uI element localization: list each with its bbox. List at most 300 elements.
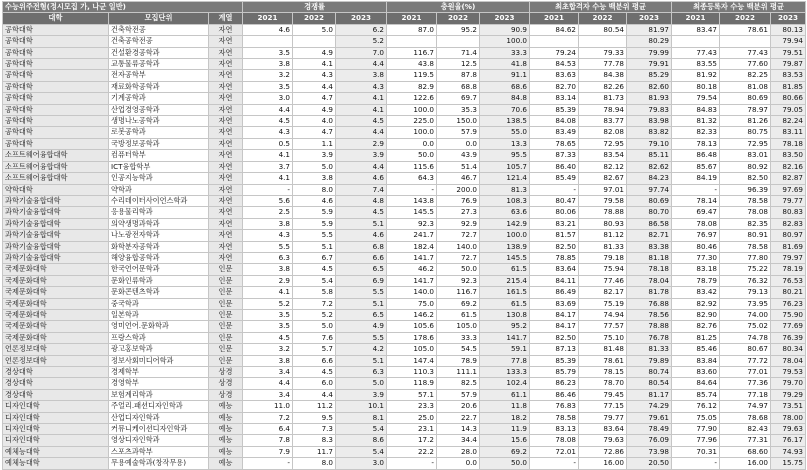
track-cell: 자연 [209,230,243,241]
competition-2021 [243,36,293,47]
initial-pct-2021: 84.53 [530,59,579,70]
competition-2023: 4.4 [336,127,387,138]
competition-2022: 4.5 [293,367,336,378]
unit-cell: 국방정보공학과 [109,138,209,149]
fill-rate-2023: 100.0 [480,36,530,47]
initial-pct-2023: 82.71 [627,230,672,241]
fill-rate-2021: 115.6 [387,161,437,172]
initial-pct-2023: 81.17 [627,389,672,400]
fill-rate-2021: 100.0 [387,104,437,115]
unit-cell: 의약생명과학과 [109,218,209,229]
initial-pct-2023: 79.91 [627,59,672,70]
final-pct-2021: - [672,458,720,469]
table-row [3,264,806,275]
track-cell: 예능 [209,458,243,469]
competition-2021: 5.2 [243,298,293,309]
fill-rate-2023: 161.5 [480,287,530,298]
university-cell: 공학대학 [3,104,109,115]
initial-pct-2021: 78.85 [530,252,579,263]
initial-pct-2021: - [530,458,579,469]
initial-pct-2023: 83.38 [627,241,672,252]
final-pct-2023: 80.66 [771,93,806,104]
final-pct-2023: 79.70 [771,378,806,389]
initial-pct-2021: 86.40 [530,161,579,172]
final-pct-2023: 76.23 [771,298,806,309]
table-row [3,59,806,70]
initial-pct-2021: 83.63 [530,70,579,81]
initial-pct-2023: 79.89 [627,355,672,366]
table-row [3,401,806,412]
fill-rate-2023: 95.2 [480,321,530,332]
university-cell: 디자인대학 [3,435,109,446]
competition-2022: 5.0 [293,161,336,172]
initial-pct-2023: 83.98 [627,116,672,127]
initial-pct-2022: 78.70 [579,378,627,389]
competition-2021: 4.4 [243,104,293,115]
track-cell: 예능 [209,401,243,412]
competition-2023: 5.5 [336,287,387,298]
competition-2023: 4.3 [336,81,387,92]
table-row [3,173,806,184]
final-pct-2022: 77.80 [720,252,771,263]
competition-2021: 7.8 [243,435,293,446]
final-pct-2021: 83.18 [672,264,720,275]
competition-2021: 3.5 [243,309,293,320]
final-pct-2022: 78.61 [720,24,771,35]
university-cell: 약학대학 [3,184,109,195]
col-year: 2021 [387,13,437,24]
initial-pct-2023: 81.93 [627,93,672,104]
final-pct-2022: 16.00 [720,458,771,469]
initial-pct-2023: 85.29 [627,70,672,81]
final-pct-2021: 84.64 [672,378,720,389]
competition-2023: 10.1 [336,401,387,412]
competition-2023: 5.4 [336,446,387,457]
track-cell: 인문 [209,264,243,275]
unit-cell: ICT융합학부 [109,161,209,172]
fill-rate-2023: 84.8 [480,93,530,104]
final-pct-2023: 78.18 [771,138,806,149]
initial-pct-2021: 87.33 [530,150,579,161]
final-pct-2022: 78.58 [720,241,771,252]
track-cell: 자연 [209,127,243,138]
initial-pct-2022: 81.33 [579,241,627,252]
table-row [3,184,806,195]
final-pct-2022: 73.95 [720,298,771,309]
track-cell: 자연 [209,207,243,218]
final-pct-2021: 84.83 [672,104,720,115]
university-cell: 언론정보대학 [3,344,109,355]
col-year: 2022 [293,13,336,24]
fill-rate-2022: 12.5 [437,59,480,70]
final-pct-2022: 74.00 [720,309,771,320]
table-row [3,389,806,400]
fill-rate-2022: 61.5 [437,309,480,320]
competition-2022: 3.9 [293,150,336,161]
table-row [3,298,806,309]
university-cell: 과학기술융합대학 [3,230,109,241]
fill-rate-2023: 11.9 [480,424,530,435]
fill-rate-2023: 90.9 [480,24,530,35]
initial-pct-2022: 78.88 [579,207,627,218]
initial-pct-2023: 74.29 [627,401,672,412]
initial-pct-2023: 83.82 [627,127,672,138]
final-pct-2023: 81.69 [771,241,806,252]
unit-cell: 기계공학과 [109,93,209,104]
university-cell: 국제문화대학 [3,264,109,275]
fill-rate-2023: 142.9 [480,218,530,229]
fill-rate-2023: 69.2 [480,446,530,457]
fill-rate-2022: 33.3 [437,332,480,343]
final-pct-2021: 80.46 [672,241,720,252]
initial-pct-2021: 85.39 [530,355,579,366]
unit-cell: 영상디자인학과 [109,435,209,446]
initial-pct-2021: 78.58 [530,412,579,423]
competition-2022: 4.4 [293,389,336,400]
col-year: 2022 [720,13,771,24]
initial-pct-2021: 83.21 [530,218,579,229]
final-pct-2023: 97.69 [771,184,806,195]
final-pct-2021: 69.47 [672,207,720,218]
final-pct-2021: 78.13 [672,138,720,149]
competition-2022: 11.2 [293,401,336,412]
final-pct-2023: 83.11 [771,127,806,138]
competition-2021: 4.3 [243,230,293,241]
unit-cell: 건축학전공 [109,24,209,35]
final-pct-2021: 82.76 [672,321,720,332]
final-pct-2023: 83.50 [771,150,806,161]
final-pct-2021: 80.18 [672,81,720,92]
unit-cell: 응용물리학과 [109,207,209,218]
competition-2023: 5.1 [336,355,387,366]
fill-rate-2022: 105.0 [437,321,480,332]
fill-rate-2023: 41.8 [480,59,530,70]
col-year: 2023 [627,13,672,24]
initial-pct-2021: 84.62 [530,24,579,35]
initial-pct-2021: 80.47 [530,195,579,206]
competition-2022: 4.6 [293,195,336,206]
final-pct-2021: 77.30 [672,252,720,263]
fill-rate-2021: 141.7 [387,275,437,286]
fill-rate-2022: 95.2 [437,24,480,35]
competition-2023: 4.4 [336,59,387,70]
competition-2021: 3.5 [243,321,293,332]
competition-2022: 7.3 [293,424,336,435]
competition-2021: - [243,184,293,195]
initial-pct-2023: 80.74 [627,367,672,378]
initial-pct-2023: 78.56 [627,309,672,320]
competition-2022: 5.9 [293,207,336,218]
table-row [3,287,806,298]
fill-rate-2022: 0.0 [437,458,480,469]
table-row [3,446,806,457]
fill-rate-2022: 51.4 [437,161,480,172]
competition-2021: 4.5 [243,116,293,127]
initial-pct-2021: 82.70 [530,81,579,92]
competition-2022: 6.7 [293,252,336,263]
university-cell: 국제문화대학 [3,332,109,343]
final-pct-2023: 79.97 [771,252,806,263]
competition-2021: 3.8 [243,264,293,275]
university-cell: 공학대학 [3,93,109,104]
initial-pct-2021: 85.79 [530,367,579,378]
competition-2021: 3.7 [243,161,293,172]
final-pct-2023: 73.51 [771,401,806,412]
fill-rate-2023: 77.8 [480,355,530,366]
final-pct-2023: 75.90 [771,309,806,320]
competition-2021: 3.4 [243,389,293,400]
initial-pct-2021: 85.49 [530,173,579,184]
fill-rate-2023: 121.4 [480,173,530,184]
final-pct-2022: 81.26 [720,116,771,127]
competition-2021: 4.4 [243,378,293,389]
table-row [3,93,806,104]
fill-rate-2022: 72.7 [437,252,480,263]
unit-cell: 나노광전자학과 [109,230,209,241]
fill-rate-2023: 13.3 [480,138,530,149]
fill-rate-2021: 147.4 [387,355,437,366]
fill-rate-2021: 46.2 [387,264,437,275]
initial-pct-2023: 79.99 [627,47,672,58]
final-pct-2022: 82.43 [720,424,771,435]
initial-pct-2022: 82.17 [579,287,627,298]
table-row [3,344,806,355]
competition-2022: 4.0 [293,116,336,127]
unit-cell: 한국언어문학과 [109,264,209,275]
track-cell: 예능 [209,412,243,423]
fill-rate-2022: 140.0 [437,241,480,252]
track-cell: 자연 [209,218,243,229]
final-pct-2022: 80.91 [720,230,771,241]
col-year: 2021 [530,13,579,24]
final-pct-2022: 77.43 [720,47,771,58]
table-header-columns [3,13,806,24]
table-row [3,309,806,320]
fill-rate-2023: 61.1 [480,389,530,400]
competition-2022: 5.8 [293,287,336,298]
col-year: 2021 [672,13,720,24]
final-pct-2021: 77.90 [672,424,720,435]
initial-pct-2023: 84.23 [627,173,672,184]
fill-rate-2022: 71.4 [437,47,480,58]
track-cell: 인문 [209,309,243,320]
final-pct-2023: 79.29 [771,389,806,400]
final-pct-2021: 77.96 [672,435,720,446]
table-row [3,161,806,172]
university-cell: 경상대학 [3,367,109,378]
col-year: 2023 [336,13,387,24]
table-row [3,218,806,229]
track-cell: 예능 [209,446,243,457]
final-pct-2021: 75.05 [672,412,720,423]
final-pct-2023: 78.04 [771,355,806,366]
fill-rate-2021: 50.0 [387,150,437,161]
unit-cell: 커뮤니케이션디자인학과 [109,424,209,435]
final-pct-2021: - [672,184,720,195]
col-track: 계열 [209,13,243,24]
initial-pct-2021: 83.14 [530,93,579,104]
final-pct-2022: 80.69 [720,93,771,104]
unit-cell: 산업경영공학과 [109,104,209,115]
initial-pct-2023: 76.88 [627,298,672,309]
table-row [3,81,806,92]
fill-rate-2023: 95.5 [480,150,530,161]
final-pct-2022: 78.08 [720,207,771,218]
competition-2022: 4.9 [293,47,336,58]
final-pct-2022: 80.92 [720,161,771,172]
initial-pct-2021: - [530,184,579,195]
initial-pct-2022: 97.01 [579,184,627,195]
final-pct-2023: 77.69 [771,321,806,332]
initial-pct-2022: 72.86 [579,446,627,457]
unit-cell: 교통물류공학과 [109,59,209,70]
table-row [3,378,806,389]
table-row [3,47,806,58]
competition-2023: 4.9 [336,321,387,332]
fill-rate-2022: 69.2 [437,298,480,309]
initial-pct-2023: 82.60 [627,81,672,92]
final-pct-2022: 77.72 [720,355,771,366]
fill-rate-2022: 111.1 [437,367,480,378]
initial-pct-2021: 83.64 [530,264,579,275]
table-row [3,252,806,263]
competition-2022: 8.0 [293,458,336,469]
initial-pct-2023: 76.78 [627,332,672,343]
fill-rate-2021: 92.3 [387,218,437,229]
competition-2022: 4.7 [293,93,336,104]
competition-2023: 4.8 [336,195,387,206]
competition-2021: 6.4 [243,424,293,435]
final-pct-2023: 79.51 [771,47,806,58]
competition-2023: 4.6 [336,230,387,241]
initial-pct-2022: 80.93 [579,218,627,229]
track-cell: 예능 [209,424,243,435]
competition-2022: 11.7 [293,446,336,457]
unit-cell: 중국학과 [109,298,209,309]
fill-rate-2021: 110.3 [387,367,437,378]
group-final-percentile: 최종등록자 수능 백분위 평균 [672,2,806,13]
competition-2023: 5.2 [336,36,387,47]
table-row [3,127,806,138]
initial-pct-2021: 80.06 [530,207,579,218]
fill-rate-2023: 102.4 [480,378,530,389]
final-pct-2023: 82.24 [771,116,806,127]
initial-pct-2021: 85.39 [530,104,579,115]
track-cell: 자연 [209,24,243,35]
final-pct-2023: 80.13 [771,24,806,35]
final-pct-2022: 80.75 [720,127,771,138]
initial-pct-2022: 79.63 [579,435,627,446]
initial-pct-2022: 75.10 [579,332,627,343]
final-pct-2022: 76.32 [720,275,771,286]
competition-2021: 3.8 [243,218,293,229]
competition-2022: 5.1 [293,241,336,252]
final-pct-2023: 82.87 [771,173,806,184]
initial-pct-2022: 75.19 [579,298,627,309]
university-cell: 경상대학 [3,378,109,389]
fill-rate-2021: 116.7 [387,47,437,58]
competition-2023: 4.5 [336,116,387,127]
competition-2021: 4.1 [243,287,293,298]
university-cell: 국제문화대학 [3,321,109,332]
final-pct-2021: 79.54 [672,93,720,104]
initial-pct-2023: 79.61 [627,412,672,423]
competition-2023: 2.9 [336,138,387,149]
final-pct-2022: 77.60 [720,59,771,70]
fill-rate-2021: 43.8 [387,59,437,70]
fill-rate-2022: 200.0 [437,184,480,195]
university-cell: 공학대학 [3,81,109,92]
final-pct-2021: 78.08 [672,218,720,229]
competition-2023: 4.6 [336,173,387,184]
fill-rate-2021: 141.7 [387,252,437,263]
final-pct-2021: 85.67 [672,161,720,172]
final-pct-2022 [720,36,771,47]
fill-rate-2022: 69.7 [437,93,480,104]
university-cell: 국제문화대학 [3,298,109,309]
competition-2021: 4.6 [243,24,293,35]
final-pct-2022: 78.58 [720,195,771,206]
track-cell: 자연 [209,47,243,58]
initial-pct-2021: 84.17 [530,321,579,332]
final-pct-2022: 74.97 [720,401,771,412]
table-row [3,70,806,81]
fill-rate-2022: 78.9 [437,355,480,366]
table-row [3,241,806,252]
competition-2023: 5.5 [336,332,387,343]
unit-cell: 스포츠과학부 [109,446,209,457]
final-pct-2022: 77.31 [720,435,771,446]
competition-2022: 7.2 [293,298,336,309]
initial-pct-2021: 82.50 [530,332,579,343]
col-unit: 모집단위 [109,13,209,24]
unit-cell: 해양융합공학과 [109,252,209,263]
final-pct-2023: 76.39 [771,332,806,343]
fill-rate-2021: 87.0 [387,24,437,35]
fill-rate-2021: 64.3 [387,173,437,184]
competition-2021: 2.9 [243,275,293,286]
fill-rate-2023: 50.0 [480,458,530,469]
initial-pct-2023: 81.78 [627,287,672,298]
competition-2023: 3.0 [336,458,387,469]
competition-2023: 5.4 [336,424,387,435]
final-pct-2023: 79.77 [771,195,806,206]
competition-2022: 6.6 [293,355,336,366]
fill-rate-2023: 15.6 [480,435,530,446]
university-cell: 공학대학 [3,138,109,149]
initial-pct-2023: 79.10 [627,138,672,149]
final-pct-2023: 82.83 [771,218,806,229]
fill-rate-2023: 70.6 [480,104,530,115]
unit-cell: 경영학부 [109,378,209,389]
table-row [3,150,806,161]
unit-cell: 컴퓨터학부 [109,150,209,161]
track-cell: 자연 [209,116,243,127]
fill-rate-2023: 61.5 [480,298,530,309]
competition-2021: 0.5 [243,138,293,149]
competition-2022: 5.9 [293,218,336,229]
final-pct-2022: 77.36 [720,378,771,389]
final-pct-2021 [672,36,720,47]
final-pct-2023: 15.75 [771,458,806,469]
final-pct-2021: 70.31 [672,446,720,457]
col-year: 2022 [579,13,627,24]
competition-2022: 5.2 [293,309,336,320]
final-pct-2023: 79.87 [771,59,806,70]
track-cell: 자연 [209,59,243,70]
fill-rate-2023: 59.1 [480,344,530,355]
final-pct-2022: 79.13 [720,287,771,298]
